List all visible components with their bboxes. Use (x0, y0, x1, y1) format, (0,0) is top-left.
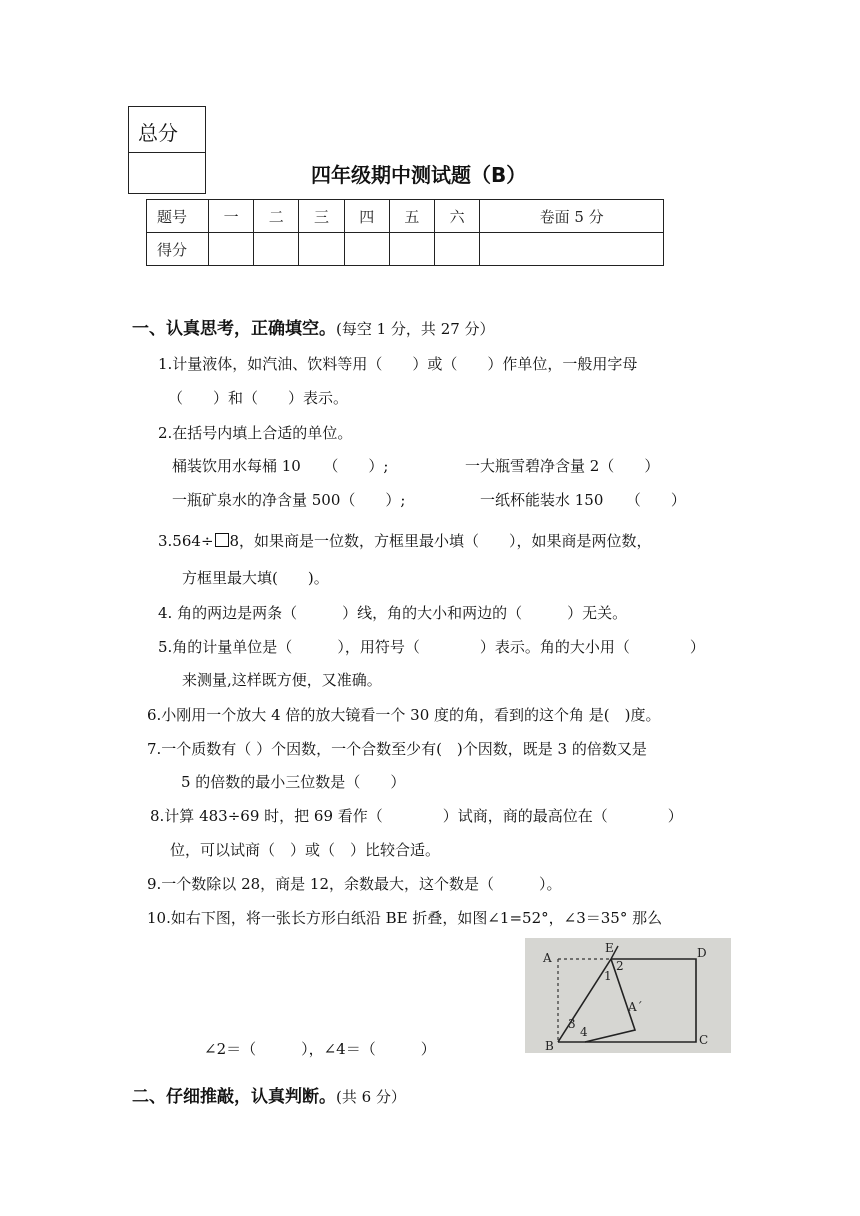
section1-heading (132, 314, 495, 339)
label-a-prime: A´ (628, 1000, 643, 1014)
section2-note: (共 6 分） (336, 1088, 406, 1106)
section2-title: 二、仔细推敲，认真判断。 (132, 1087, 336, 1107)
question-7-line-2: 5 的倍数的最小三位数是（ ） (181, 773, 406, 791)
total-score-box (128, 106, 206, 194)
score-cell[interactable] (480, 233, 664, 266)
label-angle-1: 1 (604, 969, 612, 983)
label-angle-2: 2 (616, 959, 624, 973)
label-angle-4: 4 (580, 1025, 588, 1039)
table-header-cell: 题号 (147, 200, 209, 233)
table-header-cell: 六 (435, 200, 480, 233)
section1-title: 一、认真思考，正确填空。 (132, 319, 336, 339)
score-cell[interactable] (254, 233, 299, 266)
question-9-line: 9.一个数除以 28，商是 12，余数最大，这个数是（ ）。 (147, 875, 562, 893)
table-header-cell: 卷面 5 分 (480, 200, 664, 233)
question-3-line-1 (158, 530, 652, 551)
label-d: D (697, 946, 707, 960)
question-1-line-2: （ ）和（ ）表示。 (168, 389, 349, 407)
total-score-label: 总分 (129, 107, 205, 153)
question-10-line-2: ∠2＝（ ），∠4＝（ ） (204, 1040, 436, 1058)
label-a: A (543, 951, 552, 965)
table-header-cell: 三 (299, 200, 344, 233)
question-2-item-1: 桶装饮用水每桶 10 （ ）; (172, 457, 389, 475)
question-2-item-3: 一瓶矿泉水的净含量 500（ ）; (172, 491, 406, 509)
label-c: C (699, 1033, 709, 1047)
blank-square-icon (215, 533, 229, 547)
question-1-line-1: 1.计量液体，如汽油、饮料等用（ ）或（ ）作单位，一般用字母 (158, 355, 638, 373)
table-header-cell: 二 (254, 200, 299, 233)
score-table (146, 199, 664, 266)
folded-paper-figure (525, 938, 731, 1053)
question-2-item-2: 一大瓶雪碧净含量 2（ ） (465, 457, 660, 475)
question-3-line-2: 方框里最大填( )。 (182, 569, 329, 587)
question-5-line-2: 来测量,这样既方便，又准确。 (182, 671, 382, 689)
section2-heading (132, 1082, 406, 1107)
table-header-cell: 一 (209, 200, 254, 233)
score-cell[interactable] (435, 233, 480, 266)
score-cell[interactable] (389, 233, 434, 266)
table-header-cell: 五 (389, 200, 434, 233)
question-8-line-2: 位，可以试商（ ）或（ ）比较合适。 (170, 841, 441, 859)
question-5-line-1: 5.角的计量单位是（ ），用符号（ ）表示。角的大小用（ ） (158, 638, 705, 656)
section1-note: (每空 1 分，共 27 分） (336, 320, 495, 338)
score-cell[interactable] (209, 233, 254, 266)
question-3-part-1: 3.564÷ (158, 532, 214, 550)
label-b: B (545, 1039, 554, 1053)
score-cell[interactable] (299, 233, 344, 266)
score-table-score-row (147, 233, 664, 266)
label-e: E (605, 941, 614, 955)
folded-paper-diagram (525, 938, 731, 1053)
score-cell[interactable] (344, 233, 389, 266)
question-8-line-1: 8.计算 483÷69 时，把 69 看作（ ）试商，商的最高位在（ ） (150, 807, 683, 825)
question-2-line: 2.在括号内填上合适的单位。 (158, 424, 353, 442)
label-angle-3: 3 (568, 1017, 576, 1031)
question-10-line-1: 10.如右下图，将一张长方形白纸沿 BE 折叠，如图∠1=52°，∠3＝35° 那么 (147, 909, 663, 927)
question-6-line: 6.小刚用一个放大 4 倍的放大镜看一个 30 度的角，看到的这个角 是( )度。 (147, 706, 661, 724)
question-3-part-2: 8，如果商是一位数，方框里最小填（ ），如果商是两位数， (229, 532, 652, 550)
score-table-header-row (147, 200, 664, 233)
question-4-line: 4. 角的两边是两条（ ）线，角的大小和两边的（ ）无关。 (158, 604, 628, 622)
page-title: 四年级期中测试题（B） (311, 163, 527, 187)
table-header-cell: 四 (344, 200, 389, 233)
question-2-item-4: 一纸杯能装水 150 （ ） (480, 491, 686, 509)
question-7-line-1: 7.一个质数有（ ）个因数，一个合数至少有( )个因数，既是 3 的倍数又是 (147, 740, 647, 758)
score-row-label: 得分 (147, 233, 209, 266)
